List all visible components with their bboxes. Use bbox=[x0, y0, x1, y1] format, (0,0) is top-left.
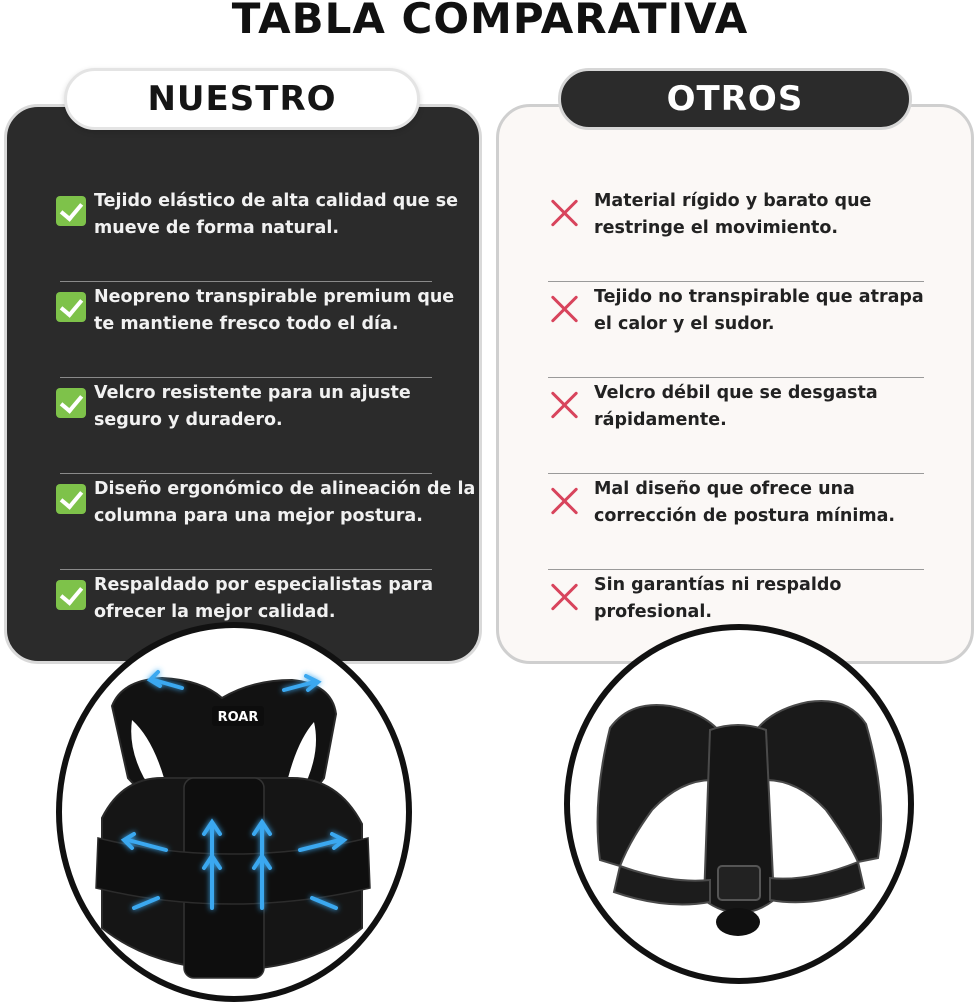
list-item bbox=[56, 474, 476, 570]
others-product-image bbox=[564, 624, 914, 984]
cross-icon bbox=[548, 580, 582, 614]
ours-product-image bbox=[56, 622, 412, 1002]
cross-icon bbox=[548, 292, 582, 326]
item-text: Velcro débil que se desgasta rápidamente. bbox=[594, 383, 878, 430]
posture-corrector-illustration bbox=[62, 628, 406, 996]
item-text: Velcro resistente para un ajuste seguro y duradero. bbox=[94, 383, 411, 430]
check-icon bbox=[56, 484, 86, 514]
item-text: Respaldado por especialistas para ofrecer la mejor calidad. bbox=[94, 575, 434, 622]
list-item bbox=[56, 378, 476, 474]
ours-label: NUESTRO bbox=[64, 68, 420, 130]
cross-icon bbox=[548, 196, 582, 230]
item-text: Diseño ergonómico de alineación de la columna para una mejor postura. bbox=[94, 479, 476, 526]
cross-icon bbox=[548, 388, 582, 422]
item-text: Neopreno transpirable premium que te mantiene fresco todo el día. bbox=[94, 287, 455, 334]
check-icon bbox=[56, 580, 86, 610]
list-item bbox=[548, 378, 928, 474]
list-item bbox=[56, 282, 476, 378]
brand-logo: ROAR bbox=[217, 710, 259, 725]
others-label: OTROS bbox=[558, 68, 912, 130]
item-text: Tejido elástico de alta calidad que se mueve de forma natural. bbox=[94, 191, 458, 238]
list-item bbox=[548, 474, 928, 570]
check-icon bbox=[56, 388, 86, 418]
generic-corrector-illustration bbox=[570, 630, 908, 978]
page-title: TABLA COMPARATIVA bbox=[231, 0, 749, 43]
check-icon bbox=[56, 196, 86, 226]
item-text: Material rígido y barato que restringe el movimiento. bbox=[594, 191, 872, 238]
check-icon bbox=[56, 292, 86, 322]
item-text: Sin garantías ni respaldo profesional. bbox=[594, 575, 842, 622]
item-text: Mal diseño que ofrece una corrección de postura mínima. bbox=[594, 479, 896, 526]
ours-list bbox=[56, 186, 476, 666]
others-list bbox=[548, 186, 928, 666]
list-item bbox=[548, 282, 928, 378]
list-item bbox=[548, 186, 928, 282]
list-item bbox=[56, 186, 476, 282]
cross-icon bbox=[548, 484, 582, 518]
item-text: Tejido no transpirable que atrapa el calor y el sudor. bbox=[594, 287, 924, 334]
